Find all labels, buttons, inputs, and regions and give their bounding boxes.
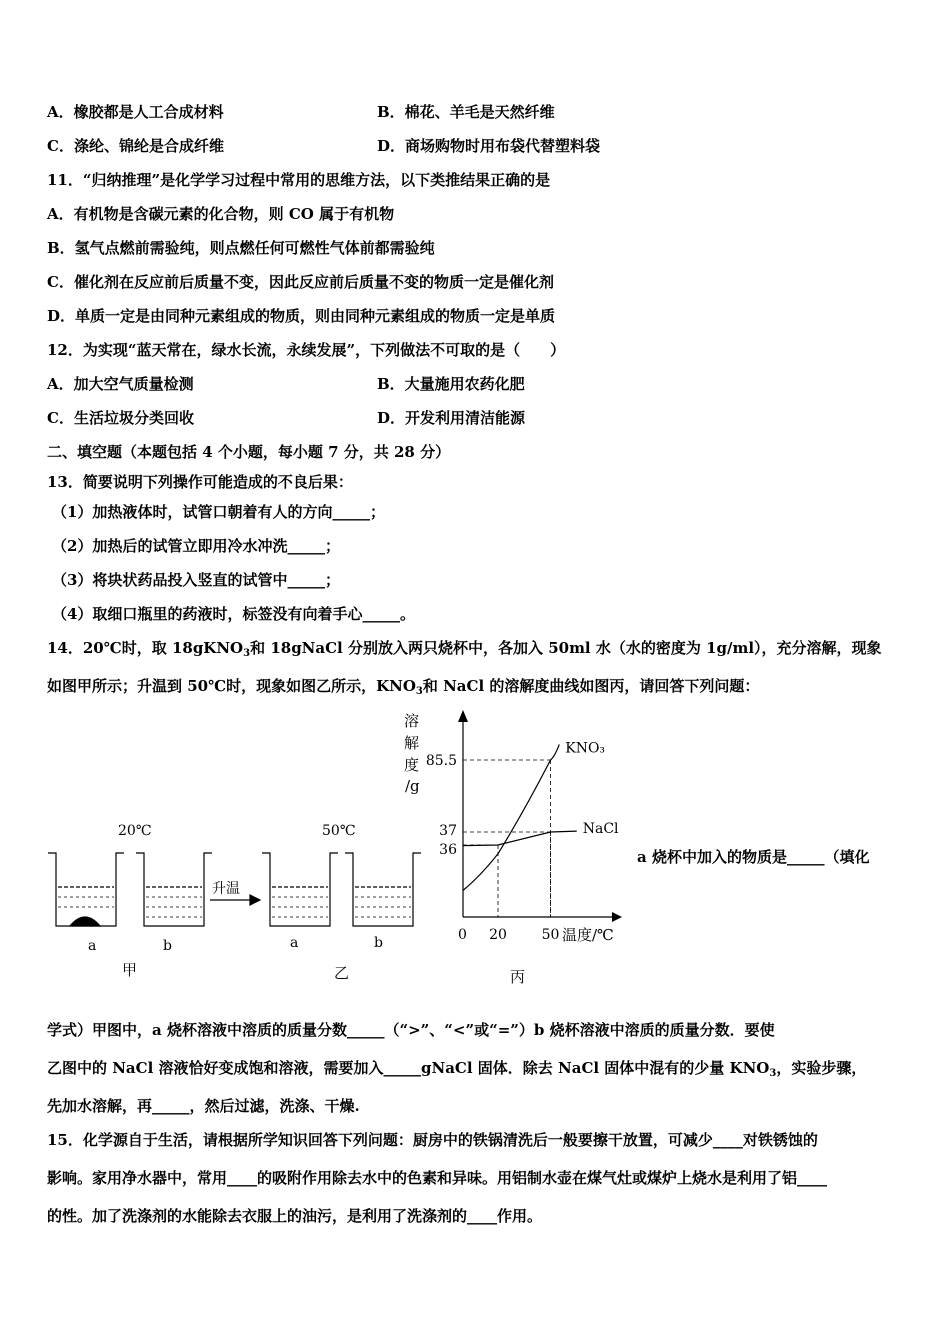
q10-option-b: B．棉花、羊毛是天然纤维 — [377, 103, 555, 121]
y-axis-label-char: 溶 — [404, 712, 420, 730]
q14-line-5: 先加水溶解，再_____，然后过滤，洗涤、干燥. — [47, 1097, 360, 1115]
beaker-jia-b — [136, 853, 212, 926]
beaker-jia-a-label: a — [88, 938, 97, 954]
series-label-nacl: NaCl — [582, 821, 619, 838]
solubility-chart — [404, 710, 622, 944]
q11-stem: 11．“归纳推理”是化学学习过程中常用的思维方法，以下类推结果正确的是 — [47, 171, 551, 189]
q10-option-c: C．涤纶、锦纶是合成纤维 — [47, 137, 224, 155]
q14-line-1: 14．20℃时，取 18gKNO$_3$和 18gNaCl 分别放入两只烧杯中，各加入 50ml 水（水的密度为 1g/ml），充分溶解，现象 — [47, 639, 882, 659]
q13-stem: 13．简要说明下列操作可能造成的不良后果： — [47, 473, 353, 491]
beaker-yi-a — [262, 853, 338, 926]
beaker-yi-b — [345, 853, 421, 926]
q12-stem: 12．为实现“蓝天常在，绿水长流，永续发展”，下列做法不可取的是（ ） — [47, 341, 566, 359]
q11-option-d: D．单质一定是由同种元素组成的物质，则由同种元素组成的物质一定是单质 — [47, 307, 556, 325]
q12-option-d: D．开发利用清洁能源 — [377, 409, 526, 427]
q15-line-2: 影响。家用净水器中，常用____的吸附作用除去水中的色素和异味。用铝制水壶在煤气灶或煤炉上烧水是利用了铝____ — [47, 1169, 828, 1187]
y-axis-label-char: /g — [405, 777, 420, 795]
caption-jia: 甲 — [122, 961, 138, 979]
q10-option-d: D．商场购物时用布袋代替塑料袋 — [377, 137, 601, 155]
x-axis-arrow — [612, 912, 622, 922]
y-axis-label-char: 度 — [404, 756, 420, 774]
q14-line-2: 如图甲所示；升温到 50℃时，现象如图乙所示，$KNO_3$和 NaCl 的溶解度曲线如图丙，请回答下列问题： — [47, 677, 760, 697]
series-line-kno3 — [463, 744, 559, 890]
caption-yi: 乙 — [334, 964, 350, 982]
y-tick-label: 85.5 — [425, 753, 457, 769]
beaker-jia-b-label: b — [163, 938, 172, 954]
q13-item-2: （2）加热后的试管立即用冷水冲洗_____； — [52, 537, 340, 555]
q13-item-1: （1）加热液体时，试管口朝着有人的方向_____； — [52, 503, 385, 521]
heat-label: 升温 — [212, 881, 240, 897]
x-axis-label: 温度/℃ — [562, 926, 614, 944]
origin-label: 0 — [458, 927, 467, 943]
y-tick-label: 36 — [439, 842, 457, 858]
series-line-nacl — [463, 831, 577, 845]
q11-option-b: B．氢气点燃前需验纯，则点燃任何可燃性气体前都需验纯 — [47, 239, 435, 257]
x-tick-label: 20 — [489, 927, 507, 943]
q13-item-4: （4）取细口瓶里的药液时，标签没有向着手心_____。 — [52, 605, 415, 623]
temp-50-label: 50℃ — [322, 823, 356, 839]
q15-line-1: 15．化学源自于生活，请根据所学知识回答下列问题：厨房中的铁锅清洗后一般要擦干放置，可减少____对铁锈蚀的 — [47, 1131, 818, 1149]
x-tick-label: 50 — [541, 927, 560, 943]
q10-option-a: A．橡胶都是人工合成材料 — [47, 103, 224, 121]
q12-option-c: C．生活垃圾分类回收 — [47, 409, 194, 427]
y-tick-label: 37 — [439, 823, 457, 839]
undissolved-solid — [70, 917, 100, 926]
beaker-yi-b-label: b — [374, 935, 383, 951]
q12-option-b: B．大量施用农药化肥 — [377, 375, 525, 393]
q15-line-3: 的性。加了洗涤剂的水能除去衣服上的油污，是利用了洗涤剂的____作用。 — [47, 1207, 543, 1225]
y-axis-label-char: 解 — [404, 734, 420, 752]
beaker-yi-a-label: a — [290, 935, 299, 951]
temp-20-label: 20℃ — [118, 823, 152, 839]
q14-side-text: a 烧杯中加入的物质是_____（填化 — [637, 848, 870, 866]
q11-option-a: A．有机物是含碳元素的化合物，则 CO 属于有机物 — [47, 205, 395, 223]
y-axis-arrow — [458, 710, 468, 722]
beaker-jia-a — [48, 853, 124, 926]
section-heading: 二、填空题（本题包括 4 个小题，每小题 7 分，共 28 分） — [47, 443, 451, 461]
q14-line-4: 乙图中的 NaCl 溶液恰好变成饱和溶液，需要加入_____gNaCl 固体．除去 NaCl 固体中混有的少量 $KNO_3$，实验步骤， — [47, 1059, 867, 1079]
q12-option-a: A．加大空气质量检测 — [47, 375, 194, 393]
q11-option-c: C．催化剂在反应前后质量不变，因此反应前后质量不变的物质一定是催化剂 — [47, 273, 554, 291]
q13-item-3: （3）将块状药品投入竖直的试管中_____； — [52, 571, 340, 589]
caption-bing: 丙 — [510, 968, 526, 986]
series-label-kno3: KNO₃ — [565, 740, 606, 757]
q14-line-3: 学式）甲图中，a 烧杯溶液中溶质的质量分数_____（“>”、“<”或“=”）b 烧杯溶液中溶质的质量分数．要使 — [47, 1021, 775, 1039]
